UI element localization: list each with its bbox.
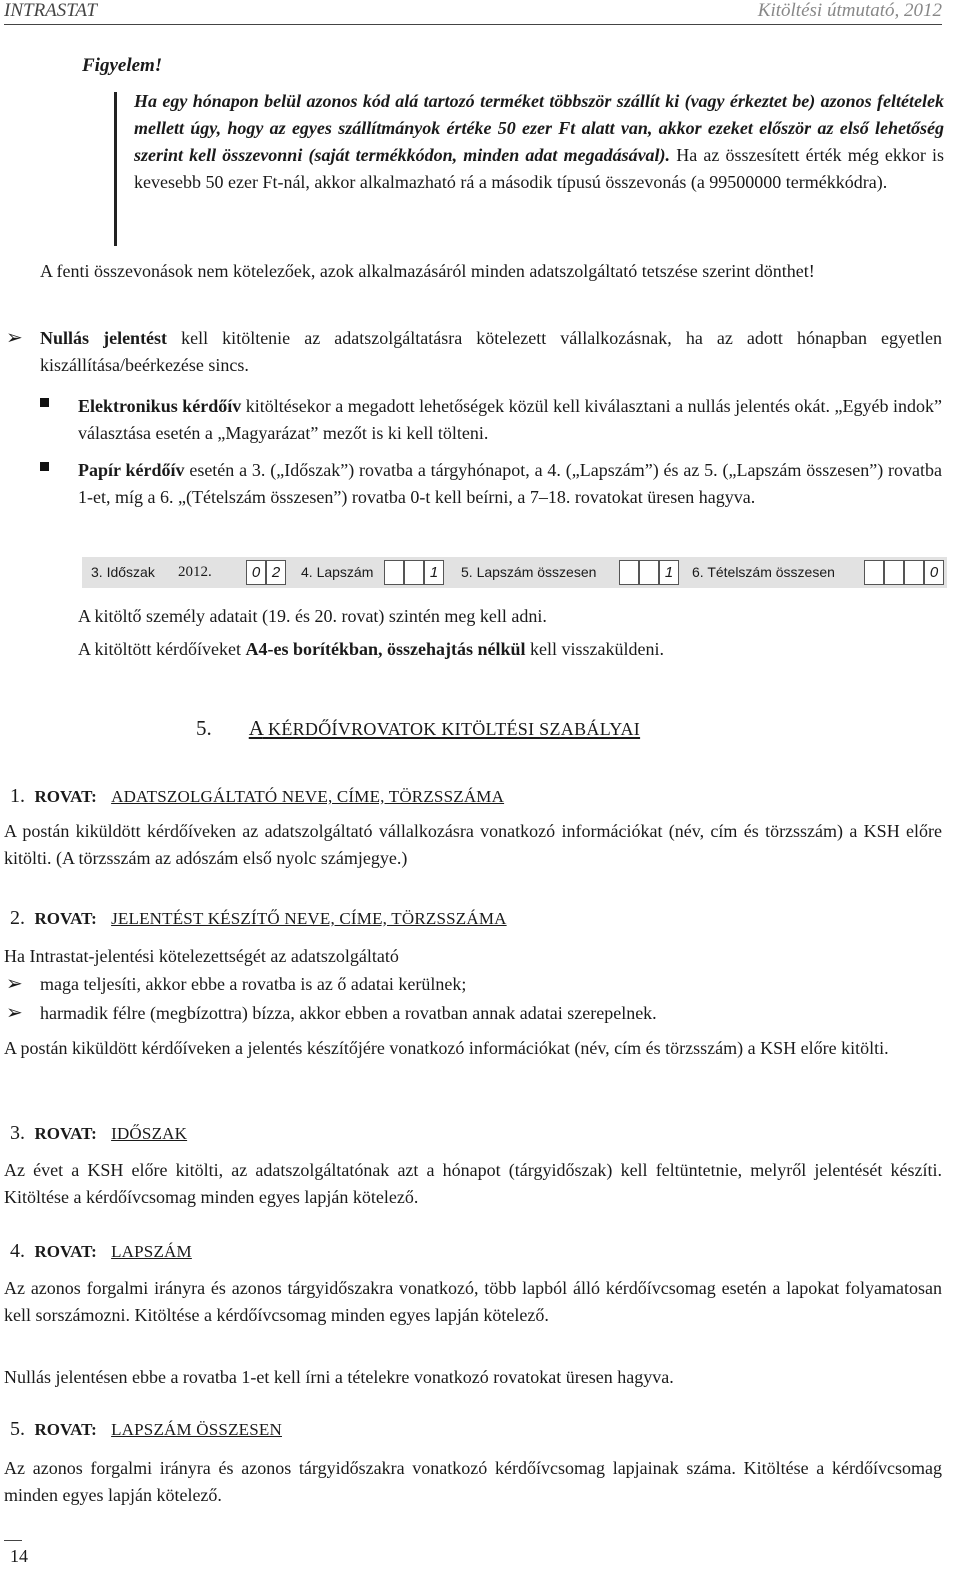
warning-text xyxy=(134,88,944,196)
section-title xyxy=(249,716,640,740)
arrow-bullet-icon: ➢ xyxy=(6,1002,23,1024)
square-bullet-icon xyxy=(40,462,49,471)
rovat4-label: ROVAT: xyxy=(34,1242,97,1261)
rovat5-title: LAPSZÁM ÖSSZESEN xyxy=(111,1420,282,1439)
footer-rule xyxy=(4,1540,22,1541)
field3-label: 3. Időszak xyxy=(91,564,155,580)
rovat5-heading xyxy=(10,1418,282,1441)
arrow-bullet-icon: ➢ xyxy=(6,327,23,349)
warning-normal: Ha az összesített érték még ekkor is kevesebb 50 ezer Ft-nál, akkor alkalmazható rá a második típusú összevonás (a 99500000 termékkódra). xyxy=(134,145,945,192)
bullet-electronic xyxy=(78,393,942,447)
rovat4-heading xyxy=(10,1240,192,1263)
field6-label: 6. Tételszám összesen xyxy=(692,564,835,580)
rovat3-label: ROVAT: xyxy=(34,1124,97,1143)
bullet-paper xyxy=(78,457,942,511)
field6-box-2 xyxy=(884,560,904,585)
form-example-strip xyxy=(82,557,947,588)
field3-month-box-2: 2 xyxy=(266,560,286,585)
page-number: 14 xyxy=(10,1546,28,1566)
rovat2-text: A postán kiküldött kérdőíveken a jelentés készítőjére vonatkozó információkat (név, cím és törzsszám) a KSH előre kitölti. xyxy=(4,1038,889,1058)
field4-box-2 xyxy=(404,560,424,585)
rovat1-heading xyxy=(10,785,504,808)
rovat5-text: Az azonos forgalmi irányra és azonos tárgyidőszakra vonatkozó kérdőívcsomag lapjainak száma. Kitöltése a kérdőívcsomag minden egyes lapján kötelező. xyxy=(4,1458,942,1505)
rovat4-title: LAPSZÁM xyxy=(111,1242,192,1261)
page-header xyxy=(4,0,942,25)
header-left: INTRASTAT xyxy=(4,0,97,21)
field3-month-box-1: 0 xyxy=(246,560,266,585)
bullet-electronic-text: kitöltésekor a megadott lehetőségek közül kell kiválasztani a nullás jelentés okát. „Egyéb indok” választása esetén a „Magyarázat” mezőt is ki kell tölteni. xyxy=(78,396,942,443)
field6-box-4: 0 xyxy=(924,560,944,585)
line2-post: kell visszaküldeni. xyxy=(525,639,664,659)
nullas-paragraph xyxy=(40,325,942,379)
rovat1-num: 1. xyxy=(10,785,25,807)
nullas-bold: Nullás jelentést xyxy=(40,328,168,348)
rovat4-text2: Nullás jelentésen ebbe a rovatba 1-et kell írni a tételekre vonatkozó rovatokat üresen hagyva. xyxy=(4,1367,674,1387)
field6-box-3 xyxy=(904,560,924,585)
warning-after: A fenti összevonások nem kötelezőek, azok alkalmazásáról minden adatszolgáltató tetszése szerint dönthet! xyxy=(40,261,815,281)
field4-label: 4. Lapszám xyxy=(301,564,374,580)
line2-bold: A4-es borítékban, összehajtás nélkül xyxy=(245,639,526,659)
field3-year: 2012. xyxy=(178,564,212,580)
rovat3-text: Az évet a KSH előre kitölti, az adatszolgáltatónak azt a hónapot (tárgyidőszak) kell feltüntetnie, melyről jelentését készíti. Kitöltése a kérdőívcsomag minden egyes lapján kötelező. xyxy=(4,1160,942,1207)
warning-title: Figyelem! xyxy=(82,55,163,76)
field5-label: 5. Lapszám összesen xyxy=(461,564,597,580)
bullet-paper-text: esetén a 3. („Időszak”) rovatba a tárgyhónapot, a 4. („Lapszám”) és az 5. („Lapszám összesen”) rovatba 1-et, míg a 6. „(Tételszám összesen”) rovatba 0-t kell beírni, a 7–18. rovatokat üresen hagyva. xyxy=(78,460,942,507)
section-number: 5. xyxy=(196,716,212,740)
field5-box-1 xyxy=(619,560,639,585)
after-strip-line2 xyxy=(78,636,942,663)
rovat2-intro: Ha Intrastat-jelentési kötelezettségét az adatszolgáltató xyxy=(4,946,399,966)
rovat1-title: ADATSZOLGÁLTATÓ NEVE, CÍME, TÖRZSSZÁMA xyxy=(111,787,505,806)
rovat4-num: 4. xyxy=(10,1240,25,1262)
warning-bold: Ha egy hónapon belül azonos kód alá tartozó terméket többször szállít ki (vagy érkeztet be) azonos feltételek mellett úgy, hogy az egyes szállítmányok értéke 50 ezer Ft alatt van, akkor ezeket először az első lehetőség szerint kell összevonni (saját termékkódon, minden adat megadásával). xyxy=(134,91,944,165)
arrow-bullet-icon: ➢ xyxy=(6,973,23,995)
rovat3-heading xyxy=(10,1122,187,1145)
rovat2-heading xyxy=(10,907,507,930)
section-title-rest: KÉRDŐÍVROVATOK KITÖLTÉSI SZABÁLYAI xyxy=(268,719,641,739)
rovat4-text: Az azonos forgalmi irányra és azonos tárgyidőszakra vonatkozó, több lapból álló kérdőívcsomag esetén a lapokat folyamatosan kell sorszámozni. Kitöltése a kérdőívcsomag minden egyes lapján kötelező. xyxy=(4,1278,942,1325)
field6-box-1 xyxy=(864,560,884,585)
section-title-a: A xyxy=(248,716,263,740)
nullas-text: kell kitöltenie az adatszolgáltatásra kötelezett vállalkozásnak, ha az adott hónapban egyetlen kiszállítása/beérkezése sincs. xyxy=(40,328,943,375)
rovat2-title: JELENTÉST KÉSZÍTŐ NEVE, CÍME, TÖRZSSZÁMA xyxy=(111,909,507,928)
warning-bar xyxy=(114,92,117,246)
rovat2-num: 2. xyxy=(10,907,25,929)
field4-box-1 xyxy=(384,560,404,585)
rovat2-label: ROVAT: xyxy=(34,909,97,928)
rovat1-text: A postán kiküldött kérdőíveken az adatszolgáltató vállalkozásra vonatkozó információkat (név, cím és törzsszám) a KSH előre kitölti. (A törzsszám az adószám első nyolc számjegye.) xyxy=(4,821,942,868)
after-strip-line1: A kitöltő személy adatait (19. és 20. rovat) szintén meg kell adni. xyxy=(78,606,547,626)
header-right: Kitöltési útmutató, 2012 xyxy=(757,0,942,21)
rovat2-item1: maga teljesíti, akkor ebbe a rovatba is az ő adatai kerülnek; xyxy=(40,974,467,994)
rovat2-item2: harmadik félre (megbízottra) bízza, akkor ebben a rovatban annak adatai szerepelnek. xyxy=(40,1003,657,1023)
field5-box-3: 1 xyxy=(659,560,679,585)
rovat1-label: ROVAT: xyxy=(34,787,97,806)
field4-box-3: 1 xyxy=(424,560,444,585)
section-heading xyxy=(196,716,640,741)
rovat3-title: IDŐSZAK xyxy=(111,1124,188,1143)
line2-pre: A kitöltött kérdőíveket xyxy=(78,639,246,659)
bullet-paper-bold: Papír kérdőív xyxy=(78,460,185,480)
rovat3-num: 3. xyxy=(10,1122,25,1144)
square-bullet-icon xyxy=(40,398,49,407)
bullet-electronic-bold: Elektronikus kérdőív xyxy=(78,396,242,416)
field5-box-2 xyxy=(639,560,659,585)
rovat5-label: ROVAT: xyxy=(34,1420,97,1439)
rovat5-num: 5. xyxy=(10,1418,25,1440)
